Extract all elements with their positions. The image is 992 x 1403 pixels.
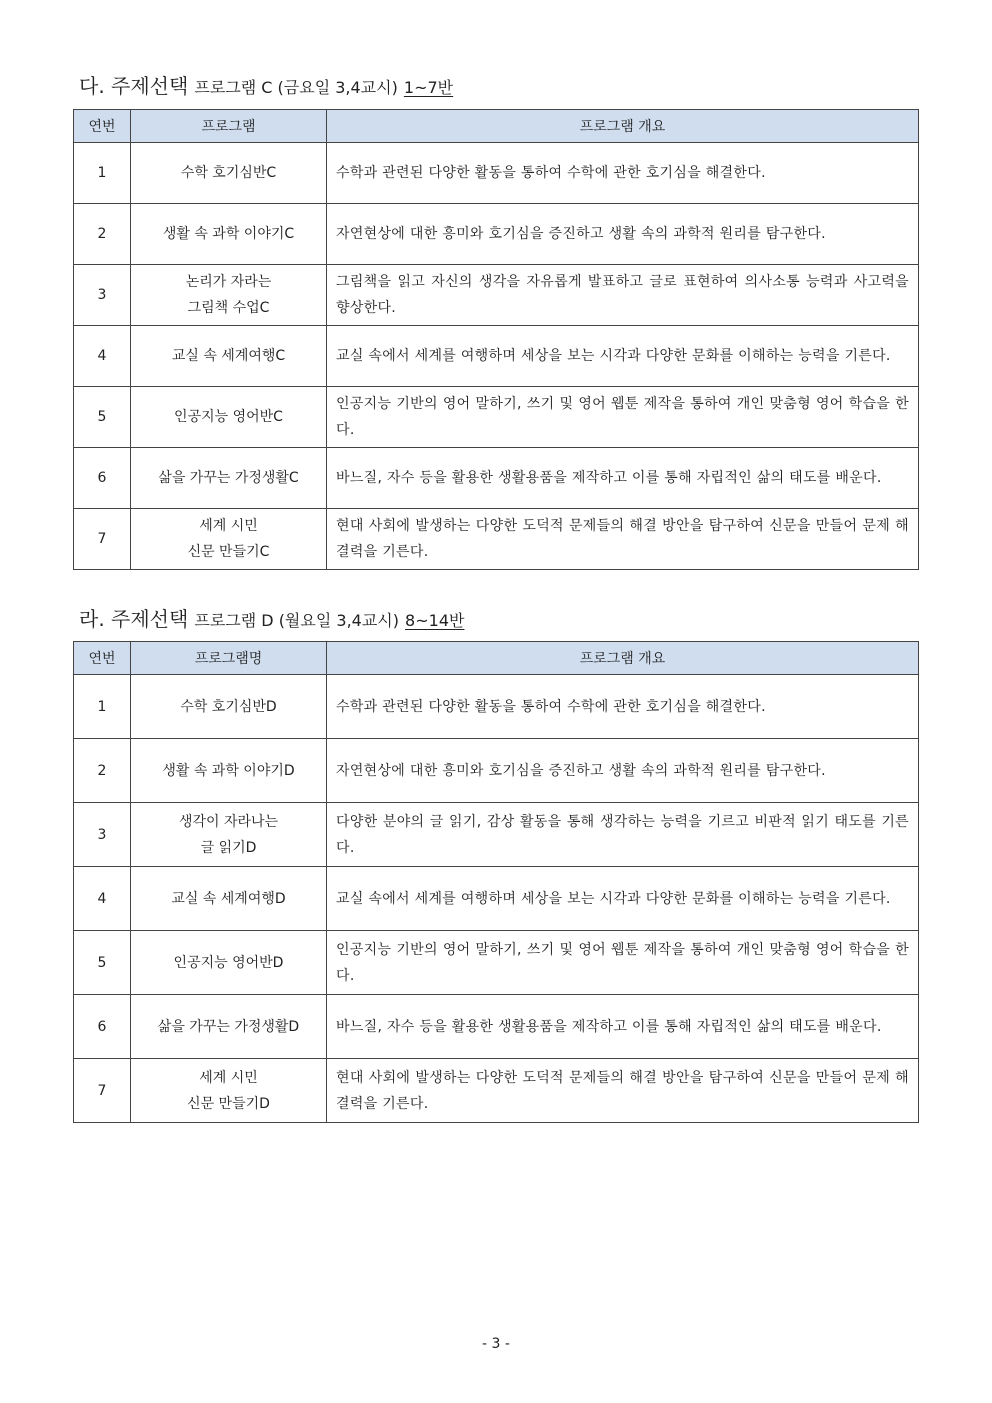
program-name-line: 수학 호기심반D bbox=[180, 698, 277, 715]
table-row bbox=[74, 265, 919, 326]
table-row bbox=[74, 326, 919, 387]
program-name-line: 삶을 가꾸는 가정생활C bbox=[158, 470, 299, 486]
row-number: 6 bbox=[74, 995, 131, 1059]
table-row bbox=[74, 143, 919, 204]
header-program: 프로그램 bbox=[131, 110, 327, 143]
program-name-line-2: 글 읽기D bbox=[200, 839, 257, 856]
table-row bbox=[74, 739, 919, 803]
program-description: 바느질, 자수 등을 활용한 생활용품을 제작하고 이를 통해 자립적인 삶의 태도를 배운다. bbox=[327, 995, 919, 1059]
table-header-row bbox=[74, 642, 919, 675]
program-description: 자연현상에 대한 흥미와 호기심을 증진하고 생활 속의 과학적 원리를 탐구한다. bbox=[327, 739, 919, 803]
section-d-title-target: 8~14반 bbox=[405, 611, 465, 630]
program-description: 인공지능 기반의 영어 말하기, 쓰기 및 영어 웹툰 제작을 통하여 개인 맞춤형 영어 학습을 한다. bbox=[327, 387, 919, 448]
program-table-d bbox=[73, 641, 919, 1123]
program-description: 현대 사회에 발생하는 다양한 도덕적 문제들의 해결 방안을 탐구하여 신문을 만들어 문제 해결력을 기른다. bbox=[327, 1059, 919, 1123]
row-number: 1 bbox=[74, 143, 131, 204]
table-row bbox=[74, 867, 919, 931]
table-row bbox=[74, 931, 919, 995]
page-number: - 3 - bbox=[482, 1336, 510, 1352]
program-name bbox=[131, 204, 327, 265]
section-d-title-program: 프로그램 D (월요일 3,4교시) bbox=[194, 611, 399, 630]
program-description: 현대 사회에 발생하는 다양한 도덕적 문제들의 해결 방안을 탐구하여 신문을 만들어 문제 해결력을 기른다. bbox=[327, 509, 919, 570]
section-c-title-lead: 다. 주제선택 bbox=[79, 74, 189, 98]
section-d bbox=[73, 603, 918, 1123]
program-name bbox=[131, 739, 327, 803]
header-number: 연번 bbox=[74, 642, 131, 675]
table-row bbox=[74, 387, 919, 448]
program-name bbox=[131, 931, 327, 995]
row-number: 4 bbox=[74, 326, 131, 387]
program-name-line: 생활 속 과학 이야기D bbox=[162, 762, 295, 779]
program-name-line-2: 신문 만들기C bbox=[187, 544, 270, 560]
program-description: 인공지능 기반의 영어 말하기, 쓰기 및 영어 웹툰 제작을 통하여 개인 맞춤형 영어 학습을 한다. bbox=[327, 931, 919, 995]
table-row bbox=[74, 448, 919, 509]
row-number: 6 bbox=[74, 448, 131, 509]
row-number: 4 bbox=[74, 867, 131, 931]
table-row bbox=[74, 675, 919, 739]
header-overview: 프로그램 개요 bbox=[327, 642, 919, 675]
program-description: 바느질, 자수 등을 활용한 생활용품을 제작하고 이를 통해 자립적인 삶의 태도를 배운다. bbox=[327, 448, 919, 509]
header-overview: 프로그램 개요 bbox=[327, 110, 919, 143]
program-name bbox=[131, 448, 327, 509]
table-row bbox=[74, 509, 919, 570]
row-number: 2 bbox=[74, 204, 131, 265]
program-name-line: 수학 호기심반C bbox=[180, 165, 277, 181]
program-name bbox=[131, 387, 327, 448]
section-d-title-lead: 라. 주제선택 bbox=[79, 607, 189, 631]
program-name-line: 논리가 자라는 bbox=[185, 274, 272, 290]
program-name bbox=[131, 803, 327, 867]
program-name-line: 세계 시민 bbox=[199, 518, 258, 534]
section-c-title bbox=[73, 70, 918, 98]
table-row bbox=[74, 204, 919, 265]
row-number: 3 bbox=[74, 803, 131, 867]
program-description: 수학과 관련된 다양한 활동을 통하여 수학에 관한 호기심을 해결한다. bbox=[327, 143, 919, 204]
section-d-title bbox=[73, 603, 918, 631]
table-row bbox=[74, 995, 919, 1059]
program-name-line: 교실 속 세계여행C bbox=[171, 348, 286, 364]
row-number: 5 bbox=[74, 931, 131, 995]
program-description: 자연현상에 대한 흥미와 호기심을 증진하고 생활 속의 과학적 원리를 탐구한다. bbox=[327, 204, 919, 265]
table-row bbox=[74, 1059, 919, 1123]
row-number: 1 bbox=[74, 675, 131, 739]
program-name-line: 인공지능 영어반D bbox=[173, 954, 284, 971]
program-name bbox=[131, 675, 327, 739]
program-description: 다양한 분야의 글 읽기, 감상 활동을 통해 생각하는 능력을 기르고 비판적 읽기 태도를 기른다. bbox=[327, 803, 919, 867]
program-name bbox=[131, 1059, 327, 1123]
header-program-name: 프로그램명 bbox=[131, 642, 327, 675]
table-row bbox=[74, 803, 919, 867]
program-name bbox=[131, 995, 327, 1059]
program-name-line: 인공지능 영어반C bbox=[174, 409, 283, 425]
program-description: 교실 속에서 세계를 여행하며 세상을 보는 시각과 다양한 문화를 이해하는 능력을 기른다. bbox=[327, 867, 919, 931]
row-number: 7 bbox=[74, 1059, 131, 1123]
program-name bbox=[131, 265, 327, 326]
program-name bbox=[131, 326, 327, 387]
program-description: 교실 속에서 세계를 여행하며 세상을 보는 시각과 다양한 문화를 이해하는 능력을 기른다. bbox=[327, 326, 919, 387]
section-c-title-program: 프로그램 C (금요일 3,4교시) bbox=[194, 78, 398, 97]
table-header-row bbox=[74, 110, 919, 143]
program-name bbox=[131, 143, 327, 204]
program-name bbox=[131, 867, 327, 931]
row-number: 2 bbox=[74, 739, 131, 803]
program-name-line: 삶을 가꾸는 가정생활D bbox=[157, 1018, 300, 1035]
program-name-line: 생활 속 과학 이야기C bbox=[162, 226, 295, 242]
header-number: 연번 bbox=[74, 110, 131, 143]
program-name-line-2: 그림책 수업C bbox=[187, 300, 270, 316]
program-description: 그림책을 읽고 자신의 생각을 자유롭게 발표하고 글로 표현하여 의사소통 능력과 사고력을 향상한다. bbox=[327, 265, 919, 326]
row-number: 7 bbox=[74, 509, 131, 570]
program-name-line: 생각이 자라나는 bbox=[178, 813, 279, 830]
program-name bbox=[131, 509, 327, 570]
program-name-line: 교실 속 세계여행D bbox=[171, 890, 286, 907]
row-number: 5 bbox=[74, 387, 131, 448]
program-name-line: 세계 시민 bbox=[199, 1069, 258, 1086]
program-table-c bbox=[73, 109, 919, 570]
program-description: 수학과 관련된 다양한 활동을 통하여 수학에 관한 호기심을 해결한다. bbox=[327, 675, 919, 739]
section-c-title-target: 1~7반 bbox=[403, 78, 454, 97]
row-number: 3 bbox=[74, 265, 131, 326]
program-name-line-2: 신문 만들기D bbox=[187, 1095, 270, 1112]
section-c bbox=[73, 70, 918, 570]
